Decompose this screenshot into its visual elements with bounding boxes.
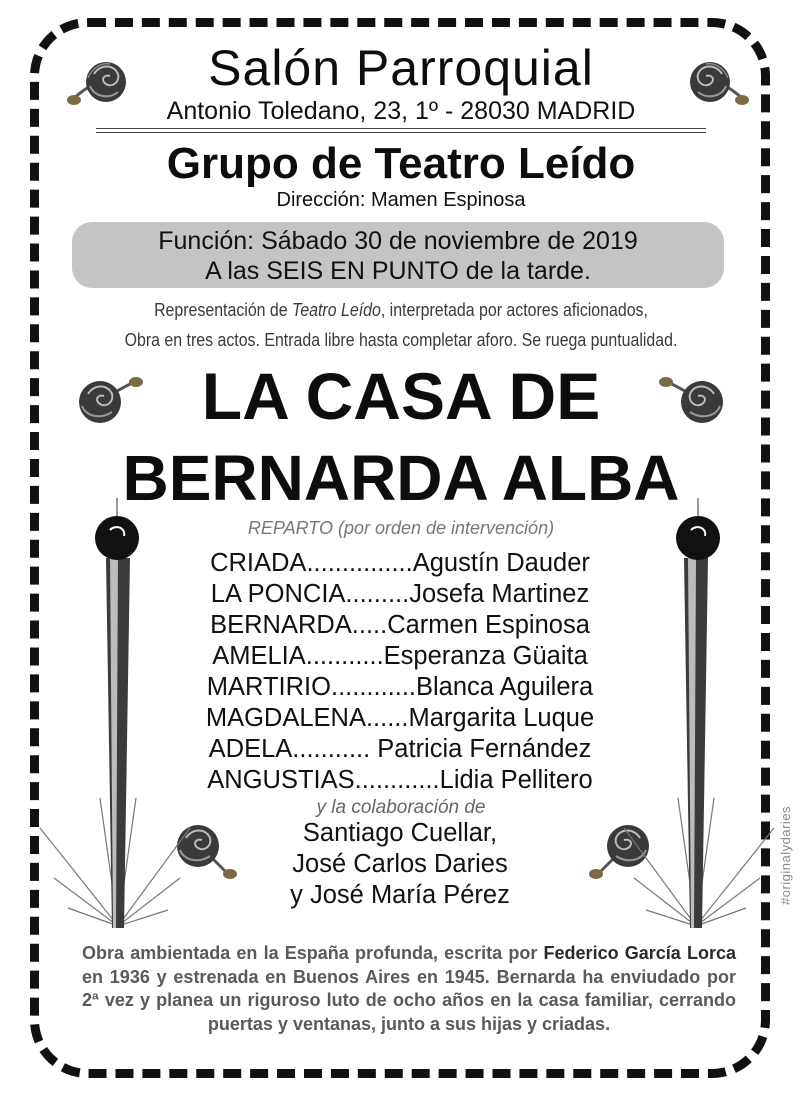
collaborator-line: y José María Pérez xyxy=(290,881,510,909)
collab-heading: y la colaboración de xyxy=(316,797,486,818)
cast-heading: REPARTO (por orden de intervención) xyxy=(247,518,555,538)
divider xyxy=(96,128,706,129)
group-name: Grupo de Teatro Leído xyxy=(166,139,636,188)
synopsis xyxy=(82,942,736,1036)
cast-line: CRIADA...............Agustín Dauder xyxy=(210,549,590,577)
synopsis-text: Obra ambientada en la España profunda, escrita por xyxy=(82,943,544,963)
venue-title: Salón Parroquial xyxy=(208,40,594,96)
cast-line: LA PONCIA.........Josefa Martinez xyxy=(210,580,590,608)
cast-line: MAGDALENA......Margarita Luque xyxy=(205,704,595,732)
info-line-1 xyxy=(56,296,746,324)
info-text: Representación de xyxy=(154,299,293,320)
play-title-line-1: LA CASA DE xyxy=(201,359,601,433)
cast-line: MARTIRIO............Blanca Aguilera xyxy=(206,673,594,701)
hashtag-watermark: #originalydaries xyxy=(778,805,793,905)
director-line: Dirección: Mamen Espinosa xyxy=(276,189,526,211)
cast-line: AMELIA...........Esperanza Güaita xyxy=(212,642,588,670)
rose-icon xyxy=(64,56,134,114)
venue-address: Antonio Toledano, 23, 1º - 28030 MADRID xyxy=(166,97,636,125)
performance-banner xyxy=(72,222,724,288)
performance-date: Función: Sábado 30 de noviembre de 2019 xyxy=(158,227,638,255)
collaborator-line: Santiago Cuellar, xyxy=(302,819,498,847)
info-line-2: Obra en tres actos. Entrada libre hasta completar aforo. Se ruega puntualidad. xyxy=(124,329,678,350)
performance-time: A las SEIS EN PUNTO de la tarde. xyxy=(205,257,591,285)
cast-line: BERNARDA.....Carmen Espinosa xyxy=(210,611,590,639)
collaborator-line: José Carlos Daries xyxy=(292,850,508,878)
cast-line: ANGUSTIAS............Lidia Pellitero xyxy=(207,766,593,794)
rose-icon xyxy=(72,372,146,428)
synopsis-text: en 1936 y estrenada en Buenos Aires en 1945. Bernarda ha enviudado por 2ª vez y planea un riguroso luto de ocho años en la casa familiar, cerrando puertas y ventanas, junto a sus hijas y criadas. xyxy=(82,966,736,1034)
rose-icon xyxy=(656,372,730,428)
rose-icon xyxy=(682,56,752,114)
torch-icon xyxy=(614,498,774,938)
cast-line: ADELA........... Patricia Fernández xyxy=(208,735,592,763)
torch-icon xyxy=(40,498,200,938)
play-title-line-2: BERNARDA ALBA xyxy=(122,442,680,514)
synopsis-author: Federico García Lorca xyxy=(543,943,736,963)
divider xyxy=(96,132,706,133)
info-italic-text: Teatro Leído xyxy=(292,299,381,320)
info-text: , interpretada por actores aficionados, xyxy=(380,299,648,320)
